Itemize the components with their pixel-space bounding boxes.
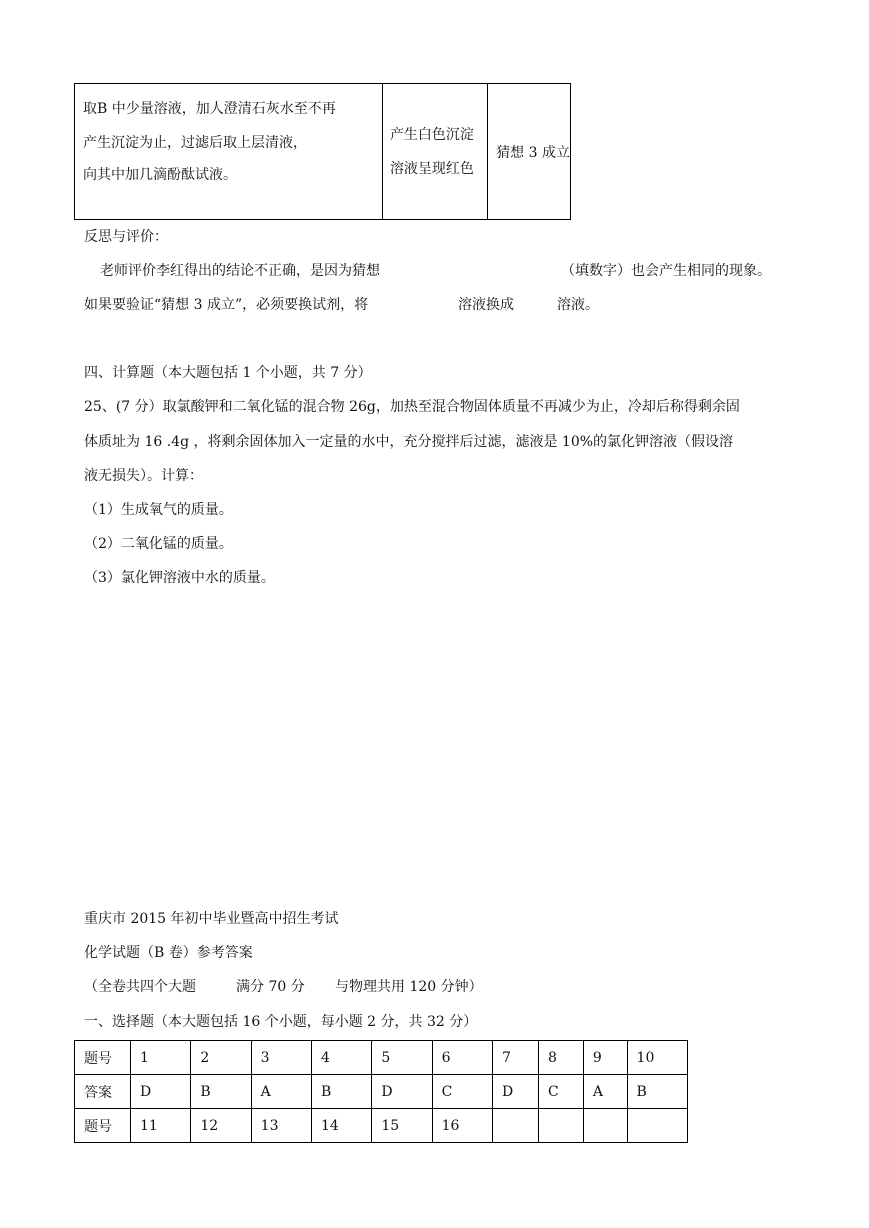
- table-cell: 9: [583, 1041, 627, 1075]
- section1-heading: 一、选择题（本大题包括 16 个小题，每小题 2 分，共 32 分）: [84, 1014, 478, 1030]
- sub-question-3: （3）氯化钾溶液中水的质量。: [84, 570, 275, 586]
- answer-subtitle: 化学试题（B 卷）参考答案: [84, 945, 253, 961]
- table-cell: 题号: [75, 1041, 131, 1075]
- table-cell: C: [432, 1075, 492, 1109]
- sub-question-2: （2）二氧化锰的质量。: [84, 536, 233, 552]
- table-cell: 5: [372, 1041, 432, 1075]
- table-cell: 4: [311, 1041, 371, 1075]
- table-cell: B: [191, 1075, 251, 1109]
- experiment-table: [74, 83, 571, 220]
- answer-title: 重庆市 2015 年初中毕业暨高中招生考试: [84, 911, 339, 927]
- table-cell: [627, 1109, 687, 1143]
- table-row: [75, 1109, 688, 1143]
- table-cell: D: [131, 1075, 191, 1109]
- exam-info-part2: 满分 70 分: [236, 979, 305, 995]
- table-cell: C: [539, 1075, 584, 1109]
- phenomenon-cell: [382, 84, 487, 220]
- table-cell: 答案: [75, 1075, 131, 1109]
- table-cell: [492, 1109, 538, 1143]
- table-cell: B: [627, 1075, 687, 1109]
- exam-info-part1: （全卷共四个大题: [84, 979, 196, 995]
- table-cell: 13: [251, 1109, 311, 1143]
- question-25-line3: 液无损失）。计算：: [84, 468, 203, 484]
- table-cell: 题号: [75, 1109, 131, 1143]
- table-cell: 2: [191, 1041, 251, 1075]
- table-cell: A: [251, 1075, 311, 1109]
- table-cell: A: [583, 1075, 627, 1109]
- table-cell: 3: [251, 1041, 311, 1075]
- operation-line: 产生沉淀为止，过滤后取上层清液，: [83, 135, 307, 151]
- reflection-line1-part1: 老师评价李红得出的结论不正确，是因为猜想: [100, 263, 380, 279]
- question-25-line2: 体质址为 16 .4g ，将剩余固体加入一定量的水中，充分搅拌后过滤，滤液是 10%的氯化钾溶液（假设溶: [84, 434, 734, 450]
- operation-line: 向其中加几滴酚酞试液。: [83, 167, 237, 183]
- table-cell: D: [492, 1075, 538, 1109]
- table-cell: 1: [131, 1041, 191, 1075]
- reflection-heading: 反思与评价：: [84, 229, 168, 245]
- table-cell: D: [372, 1075, 432, 1109]
- table-cell: 11: [131, 1109, 191, 1143]
- reflection-line1-part2: （填数字）也会产生相同的现象。: [561, 263, 771, 279]
- table-cell: 6: [432, 1041, 492, 1075]
- exam-info-part3: 与物理共用 120 分钟）: [335, 979, 483, 995]
- table-cell: 12: [191, 1109, 251, 1143]
- operation-cell: [75, 84, 383, 220]
- phenomenon-line: 溶液呈现红色: [389, 160, 474, 177]
- table-cell: 14: [311, 1109, 371, 1143]
- reflection-line2-part3: 溶液。: [557, 297, 599, 313]
- table-cell: 7: [492, 1041, 538, 1075]
- reflection-line2-part2: 溶液换成: [458, 297, 514, 313]
- table-cell: [539, 1109, 584, 1143]
- section4-heading: 四、计算题（本大题包括 1 个小题，共 7 分）: [84, 365, 372, 381]
- table-cell: 10: [627, 1041, 687, 1075]
- table-row: [75, 1041, 688, 1075]
- table-cell: [583, 1109, 627, 1143]
- conclusion-cell: 猜想 3 成立: [488, 84, 571, 220]
- table-row: [75, 84, 571, 220]
- reflection-line2-part1: 如果要验证“猜想 3 成立”，必须要换试剂，将: [84, 297, 369, 313]
- question-25-line1: 25、(7 分）取氯酸钾和二氧化锰的混合物 26g，加热至混合物固体质量不再减少为止，冷却后称得剩余固: [84, 399, 740, 415]
- table-cell: 8: [539, 1041, 584, 1075]
- sub-question-1: （1）生成氧气的质量。: [84, 502, 233, 518]
- phenomenon-line: 产生白色沉淀: [389, 126, 474, 143]
- table-cell: 16: [432, 1109, 492, 1143]
- table-row: [75, 1075, 688, 1109]
- operation-line: 取B 中少量溶液，加人澄清石灰水至不再: [83, 101, 336, 117]
- table-cell: 15: [372, 1109, 432, 1143]
- table-cell: B: [311, 1075, 371, 1109]
- answer-table: [74, 1040, 688, 1143]
